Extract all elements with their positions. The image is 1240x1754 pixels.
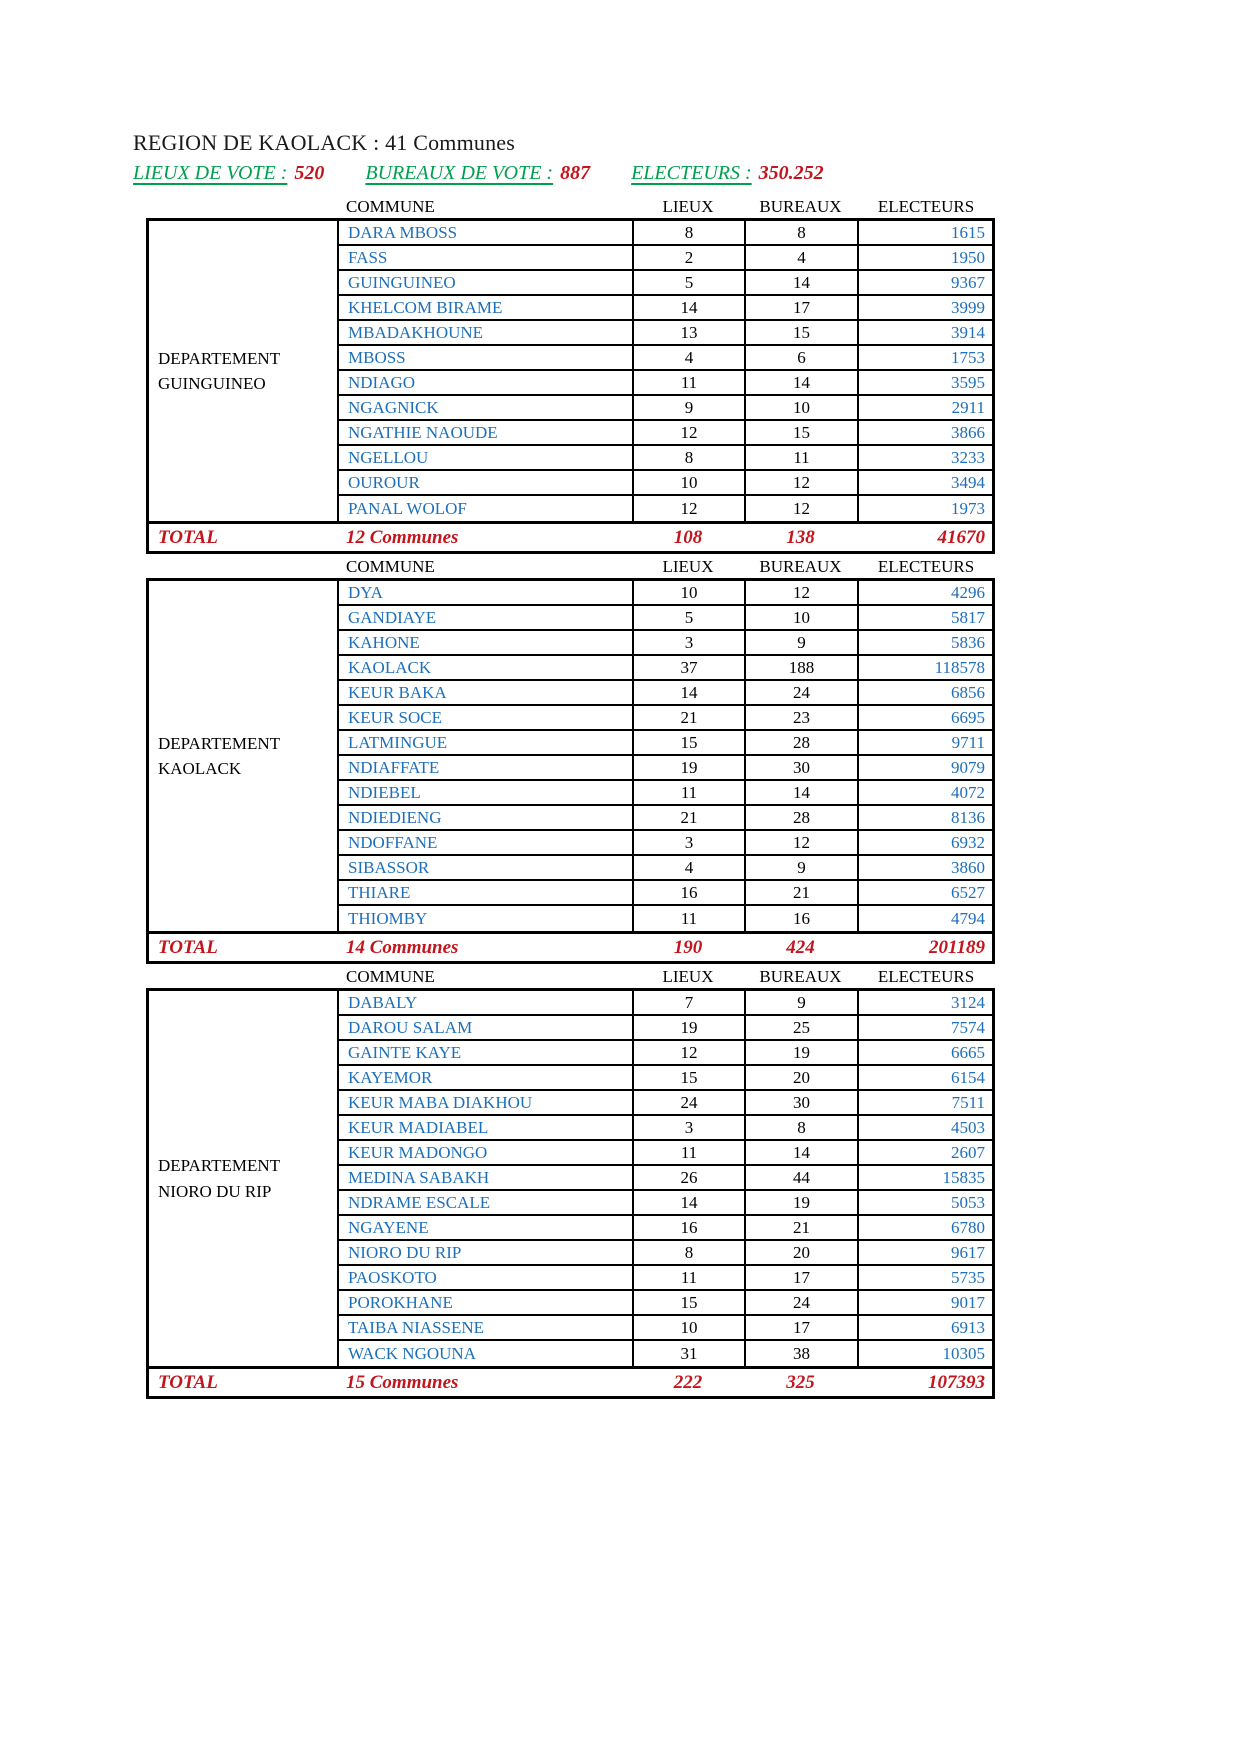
commune-cell: KEUR SOCE	[337, 706, 632, 731]
lieux-cell: 14	[632, 296, 744, 321]
electeurs-cell: 4503	[857, 1116, 992, 1141]
commune-cell: FASS	[337, 246, 632, 271]
lieux-cell: 12	[632, 496, 744, 521]
electeurs-cell: 9367	[857, 271, 992, 296]
lieux-cell: 5	[632, 606, 744, 631]
total-label: TOTAL	[158, 1371, 218, 1393]
column-header-electeurs: ELECTEURS	[877, 557, 975, 576]
department-label-line2: KAOLACK	[158, 759, 242, 778]
commune-cell: GUINGUINEO	[337, 271, 632, 296]
summary-lieux-value: 520	[294, 162, 325, 184]
electeurs-cell: 3914	[857, 321, 992, 346]
commune-cell: MEDINA SABAKH	[337, 1166, 632, 1191]
commune-cell: PANAL WOLOF	[337, 496, 632, 521]
electeurs-cell: 5053	[857, 1191, 992, 1216]
electeurs-cell: 7511	[857, 1091, 992, 1116]
department-label	[149, 221, 337, 521]
commune-cell: DYA	[337, 581, 632, 606]
lieux-cell: 12	[632, 421, 744, 446]
electeurs-cell: 15835	[857, 1166, 992, 1191]
department-label	[149, 581, 337, 931]
lieux-cell: 19	[632, 756, 744, 781]
bureaux-cell: 14	[744, 1141, 857, 1166]
bureaux-cell: 28	[744, 731, 857, 756]
commune-cell: NDIEBEL	[337, 781, 632, 806]
lieux-cell: 4	[632, 856, 744, 881]
bureaux-cell: 14	[744, 371, 857, 396]
commune-cell: NDIAFFATE	[337, 756, 632, 781]
electeurs-cell: 5735	[857, 1266, 992, 1291]
electeurs-cell: 5836	[857, 631, 992, 656]
column-header-bureaux: BUREAUX	[759, 197, 842, 216]
lieux-cell: 10	[632, 1316, 744, 1341]
electeurs-cell: 4296	[857, 581, 992, 606]
bureaux-cell: 28	[744, 806, 857, 831]
total-communes: 12 Communes	[346, 526, 459, 548]
total-label: TOTAL	[158, 936, 218, 958]
total-communes: 15 Communes	[346, 1371, 459, 1393]
lieux-cell: 16	[632, 1216, 744, 1241]
summary-electeurs-value: 350.252	[758, 162, 824, 184]
bureaux-cell: 44	[744, 1166, 857, 1191]
commune-cell: THIOMBY	[337, 906, 632, 931]
summary-electeurs-label: ELECTEURS :	[631, 162, 752, 184]
page-title: REGION DE KAOLACK : 41 Communes	[133, 130, 516, 155]
commune-cell: KAHONE	[337, 631, 632, 656]
bureaux-cell: 38	[744, 1341, 857, 1366]
column-header-bureaux: BUREAUX	[759, 967, 842, 986]
bureaux-cell: 9	[744, 631, 857, 656]
commune-cell: KEUR BAKA	[337, 681, 632, 706]
total-bureaux: 424	[786, 936, 815, 958]
commune-cell: KHELCOM BIRAME	[337, 296, 632, 321]
total-row	[146, 1366, 995, 1399]
electeurs-cell: 4072	[857, 781, 992, 806]
commune-cell: OUROUR	[337, 471, 632, 496]
bureaux-cell: 20	[744, 1066, 857, 1091]
lieux-cell: 11	[632, 1141, 744, 1166]
commune-cell: NGATHIE NAOUDE	[337, 421, 632, 446]
lieux-cell: 4	[632, 346, 744, 371]
lieux-cell: 13	[632, 321, 744, 346]
commune-cell: KEUR MADONGO	[337, 1141, 632, 1166]
total-row	[146, 521, 995, 554]
lieux-cell: 8	[632, 1241, 744, 1266]
bureaux-cell: 21	[744, 881, 857, 906]
commune-cell: NGAYENE	[337, 1216, 632, 1241]
electeurs-cell: 9617	[857, 1241, 992, 1266]
column-header-commune: COMMUNE	[346, 967, 435, 986]
electeurs-cell: 6665	[857, 1041, 992, 1066]
electeurs-cell: 9079	[857, 756, 992, 781]
bureaux-cell: 21	[744, 1216, 857, 1241]
bureaux-cell: 17	[744, 296, 857, 321]
electeurs-cell: 8136	[857, 806, 992, 831]
column-header-row	[146, 194, 995, 218]
summary-line	[133, 162, 860, 185]
commune-cell: KEUR MABA DIAKHOU	[337, 1091, 632, 1116]
column-header-electeurs: ELECTEURS	[877, 967, 975, 986]
lieux-cell: 11	[632, 906, 744, 931]
lieux-cell: 3	[632, 631, 744, 656]
electeurs-cell: 6932	[857, 831, 992, 856]
electeurs-cell: 6913	[857, 1316, 992, 1341]
bureaux-cell: 188	[744, 656, 857, 681]
column-header-lieux: LIEUX	[662, 197, 714, 216]
commune-cell: TAIBA NIASSENE	[337, 1316, 632, 1341]
total-lieux: 190	[673, 936, 703, 958]
total-electeurs: 107393	[928, 1371, 985, 1393]
bureaux-cell: 24	[744, 1291, 857, 1316]
section-body	[146, 578, 995, 931]
electeurs-cell: 6856	[857, 681, 992, 706]
department-label-line1: DEPARTEMENT	[158, 733, 281, 753]
electeurs-cell: 3124	[857, 991, 992, 1016]
lieux-cell: 14	[632, 1191, 744, 1216]
bureaux-cell: 15	[744, 421, 857, 446]
section-body	[146, 988, 995, 1366]
electeurs-cell: 3494	[857, 471, 992, 496]
bureaux-cell: 8	[744, 221, 857, 246]
electeurs-cell: 1950	[857, 246, 992, 271]
column-header-lieux: LIEUX	[662, 967, 714, 986]
total-bureaux: 325	[786, 1371, 815, 1393]
total-communes: 14 Communes	[346, 936, 459, 958]
total-row	[146, 931, 995, 964]
lieux-cell: 9	[632, 396, 744, 421]
column-header-row	[146, 554, 995, 578]
total-label: TOTAL	[158, 526, 218, 548]
commune-cell: MBOSS	[337, 346, 632, 371]
lieux-cell: 14	[632, 681, 744, 706]
commune-cell: NIORO DU RIP	[337, 1241, 632, 1266]
electeurs-cell: 1753	[857, 346, 992, 371]
department-label-line2: NIORO DU RIP	[158, 1181, 272, 1201]
bureaux-cell: 24	[744, 681, 857, 706]
commune-cell: DAROU SALAM	[337, 1016, 632, 1041]
electeurs-cell: 10305	[857, 1341, 992, 1366]
bureaux-cell: 8	[744, 1116, 857, 1141]
commune-cell: KEUR MADIABEL	[337, 1116, 632, 1141]
commune-cell: GANDIAYE	[337, 606, 632, 631]
department-section	[146, 964, 995, 1399]
bureaux-cell: 23	[744, 706, 857, 731]
column-header-commune: COMMUNE	[346, 557, 435, 576]
commune-cell: SIBASSOR	[337, 856, 632, 881]
commune-cell: POROKHANE	[337, 1291, 632, 1316]
electeurs-cell: 1973	[857, 496, 992, 521]
bureaux-cell: 30	[744, 756, 857, 781]
electeurs-cell: 3860	[857, 856, 992, 881]
lieux-cell: 15	[632, 1291, 744, 1316]
total-electeurs: 41670	[937, 526, 985, 548]
commune-cell: NDOFFANE	[337, 831, 632, 856]
total-lieux: 222	[673, 1371, 703, 1393]
column-header-bureaux: BUREAUX	[759, 557, 842, 576]
commune-cell: GAINTE KAYE	[337, 1041, 632, 1066]
electeurs-cell: 118578	[857, 656, 992, 681]
electeurs-cell: 6780	[857, 1216, 992, 1241]
bureaux-cell: 12	[744, 581, 857, 606]
department-label-line1: DEPARTEMENT	[158, 1156, 281, 1175]
column-header-row	[146, 964, 995, 988]
section-body	[146, 218, 995, 521]
lieux-cell: 26	[632, 1166, 744, 1191]
commune-cell: NDIEDIENG	[337, 806, 632, 831]
bureaux-cell: 6	[744, 346, 857, 371]
lieux-cell: 7	[632, 991, 744, 1016]
electeurs-cell: 2911	[857, 396, 992, 421]
bureaux-cell: 16	[744, 906, 857, 931]
commune-cell: NDIAGO	[337, 371, 632, 396]
commune-cell: DABALY	[337, 991, 632, 1016]
bureaux-cell: 12	[744, 496, 857, 521]
bureaux-cell: 9	[744, 991, 857, 1016]
bureaux-cell: 15	[744, 321, 857, 346]
electeurs-cell: 9711	[857, 731, 992, 756]
bureaux-cell: 17	[744, 1266, 857, 1291]
lieux-cell: 37	[632, 656, 744, 681]
department-label-line2: GUINGUINEO	[158, 374, 266, 393]
bureaux-cell: 11	[744, 446, 857, 471]
electeurs-cell: 1615	[857, 221, 992, 246]
lieux-cell: 8	[632, 446, 744, 471]
lieux-cell: 15	[632, 1066, 744, 1091]
electeurs-cell: 7574	[857, 1016, 992, 1041]
department-label-line1: DEPARTEMENT	[158, 348, 281, 368]
lieux-cell: 11	[632, 1266, 744, 1291]
bureaux-cell: 30	[744, 1091, 857, 1116]
column-header-electeurs: ELECTEURS	[877, 197, 975, 216]
commune-cell: KAYEMOR	[337, 1066, 632, 1091]
bureaux-cell: 10	[744, 606, 857, 631]
bureaux-cell: 12	[744, 831, 857, 856]
electeurs-cell: 4794	[857, 906, 992, 931]
column-header-commune: COMMUNE	[346, 197, 435, 216]
lieux-cell: 11	[632, 781, 744, 806]
lieux-cell: 15	[632, 731, 744, 756]
electeurs-cell: 6695	[857, 706, 992, 731]
lieux-cell: 3	[632, 1116, 744, 1141]
commune-cell: DARA MBOSS	[337, 221, 632, 246]
bureaux-cell: 9	[744, 856, 857, 881]
commune-cell: MBADAKHOUNE	[337, 321, 632, 346]
bureaux-cell: 19	[744, 1191, 857, 1216]
bureaux-cell: 17	[744, 1316, 857, 1341]
electeurs-cell: 2607	[857, 1141, 992, 1166]
bureaux-cell: 12	[744, 471, 857, 496]
lieux-cell: 21	[632, 706, 744, 731]
total-electeurs: 201189	[929, 936, 985, 958]
electeurs-cell: 3866	[857, 421, 992, 446]
commune-cell: NGELLOU	[337, 446, 632, 471]
lieux-cell: 21	[632, 806, 744, 831]
lieux-cell: 3	[632, 831, 744, 856]
bureaux-cell: 20	[744, 1241, 857, 1266]
commune-cell: KAOLACK	[337, 656, 632, 681]
summary-lieux	[133, 162, 324, 184]
lieux-cell: 10	[632, 581, 744, 606]
department-section	[146, 194, 995, 554]
lieux-cell: 10	[632, 471, 744, 496]
lieux-cell: 24	[632, 1091, 744, 1116]
electeurs-cell: 5817	[857, 606, 992, 631]
column-header-lieux: LIEUX	[662, 557, 714, 576]
lieux-cell: 5	[632, 271, 744, 296]
electeurs-cell: 3233	[857, 446, 992, 471]
summary-lieux-label: LIEUX DE VOTE :	[133, 162, 288, 184]
lieux-cell: 8	[632, 221, 744, 246]
commune-cell: PAOSKOTO	[337, 1266, 632, 1291]
total-lieux: 108	[673, 526, 703, 548]
bureaux-cell: 14	[744, 271, 857, 296]
lieux-cell: 2	[632, 246, 744, 271]
lieux-cell: 12	[632, 1041, 744, 1066]
summary-electeurs	[631, 162, 824, 184]
lieux-cell: 19	[632, 1016, 744, 1041]
summary-bureaux-label: BUREAUX DE VOTE :	[365, 162, 554, 184]
electeurs-cell: 9017	[857, 1291, 992, 1316]
commune-cell: NGAGNICK	[337, 396, 632, 421]
total-bureaux: 138	[786, 526, 815, 548]
electeurs-cell: 3999	[857, 296, 992, 321]
bureaux-cell: 19	[744, 1041, 857, 1066]
sections	[146, 194, 995, 1399]
electeurs-cell: 6154	[857, 1066, 992, 1091]
lieux-cell: 11	[632, 371, 744, 396]
department-label	[149, 991, 337, 1366]
commune-cell: LATMINGUE	[337, 731, 632, 756]
commune-cell: NDRAME ESCALE	[337, 1191, 632, 1216]
electeurs-cell: 3595	[857, 371, 992, 396]
commune-cell: WACK NGOUNA	[337, 1341, 632, 1366]
department-section	[146, 554, 995, 964]
lieux-cell: 16	[632, 881, 744, 906]
summary-bureaux	[365, 162, 590, 184]
commune-cell: THIARE	[337, 881, 632, 906]
electeurs-cell: 6527	[857, 881, 992, 906]
bureaux-cell: 4	[744, 246, 857, 271]
bureaux-cell: 10	[744, 396, 857, 421]
lieux-cell: 31	[632, 1341, 744, 1366]
bureaux-cell: 14	[744, 781, 857, 806]
bureaux-cell: 25	[744, 1016, 857, 1041]
summary-bureaux-value: 887	[560, 162, 591, 184]
